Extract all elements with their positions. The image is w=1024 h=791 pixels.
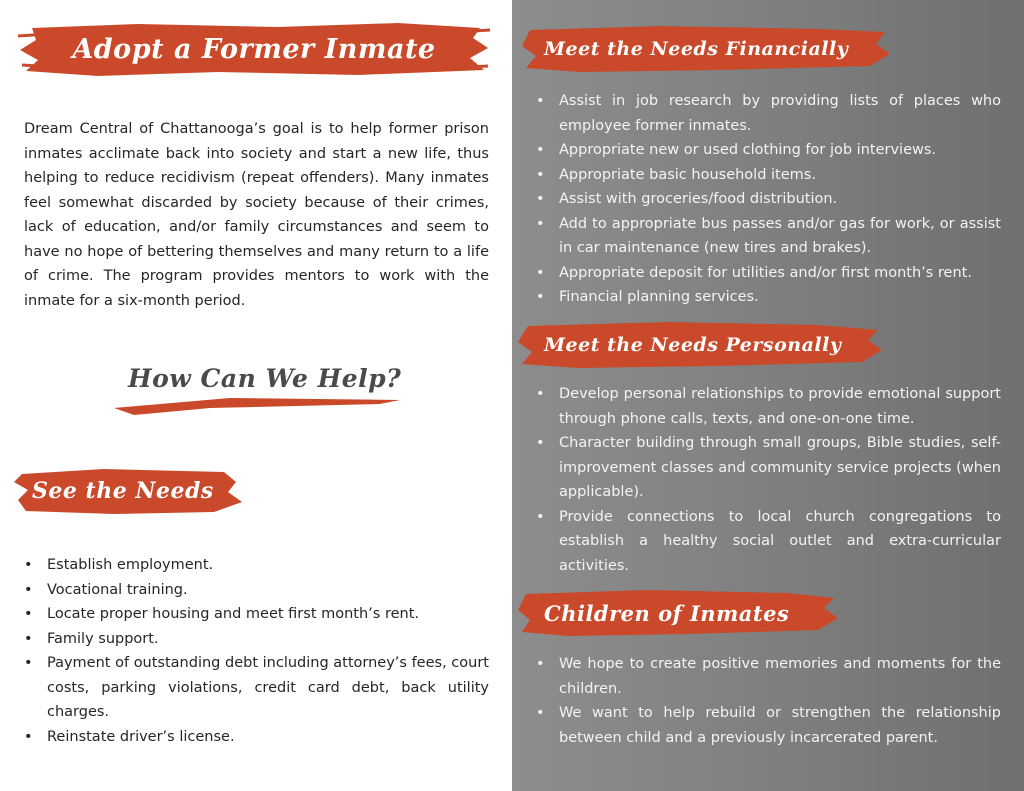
list-item: • We hope to create positive memories and moments for the children.	[536, 652, 1001, 701]
list-item: • Locate proper housing and meet first month’s rent.	[24, 602, 489, 627]
list-item: • Add to appropriate bus passes and/or gas for work, or assist in car maintenance (new tires and brakes).	[536, 212, 1001, 261]
list-item: • Family support.	[24, 627, 489, 652]
children-list	[536, 652, 1001, 750]
needs-list	[24, 553, 489, 749]
list-item: • Assist in job research by providing lists of places who employee former inmates.	[536, 89, 1001, 138]
list-item: • Assist with groceries/food distribution.	[536, 187, 1001, 212]
personal-heading-banner	[518, 318, 884, 372]
list-item: • Vocational training.	[24, 578, 489, 603]
list-item: • Character building through small groups, Bible studies, self-improvement classes and community service projects (when applicable).	[536, 431, 1001, 505]
adopt-heading: Adopt a Former Inmate	[72, 33, 436, 65]
list-item: • Payment of outstanding debt including attorney’s fees, court costs, parking violations, credit card debt, back utility charges.	[24, 651, 489, 725]
list-item: • Appropriate new or used clothing for job interviews.	[536, 138, 1001, 163]
financial-heading-banner	[520, 22, 892, 76]
list-item: • Provide connections to local church congregations to establish a healthy social outlet and extra-curricular activities.	[536, 505, 1001, 579]
children-heading: Children of Inmates	[544, 600, 790, 626]
list-item: • Appropriate deposit for utilities and/or first month’s rent.	[536, 261, 1001, 286]
intro-paragraph: Dream Central of Chattanooga’s goal is to help former prison inmates acclimate back into society and start a new life, thus helping to reduce recidivism (repeat offenders). Many inmates feel somewhat discarded by society because of their crimes, lack of education, and/or family circumstances and seem to have no hope of bettering themselves and many return to a life of crime. The program provides mentors to work with the inmate for a six-month period.	[24, 121, 489, 309]
list-item: • Develop personal relationships to provide emotional support through phone calls, texts, and one-on-one time.	[536, 382, 1001, 431]
personal-list	[536, 382, 1001, 578]
adopt-heading-banner	[18, 18, 490, 80]
financial-heading: Meet the Needs Financially	[544, 38, 849, 60]
financial-list	[536, 89, 1001, 310]
list-item: • We want to help rebuild or strengthen the relationship between child and a previously incarcerated parent.	[536, 701, 1001, 750]
see-needs-heading: See the Needs	[32, 478, 214, 504]
personal-heading: Meet the Needs Personally	[544, 334, 842, 356]
list-item: • Reinstate driver’s license.	[24, 725, 489, 750]
list-item: • Establish employment.	[24, 553, 489, 578]
see-needs-banner	[14, 464, 244, 518]
list-item: • Appropriate basic household items.	[536, 163, 1001, 188]
how-can-we-help	[110, 360, 410, 430]
children-heading-banner	[518, 586, 840, 640]
help-heading: How Can We Help?	[128, 364, 402, 393]
list-item: • Financial planning services.	[536, 285, 1001, 310]
